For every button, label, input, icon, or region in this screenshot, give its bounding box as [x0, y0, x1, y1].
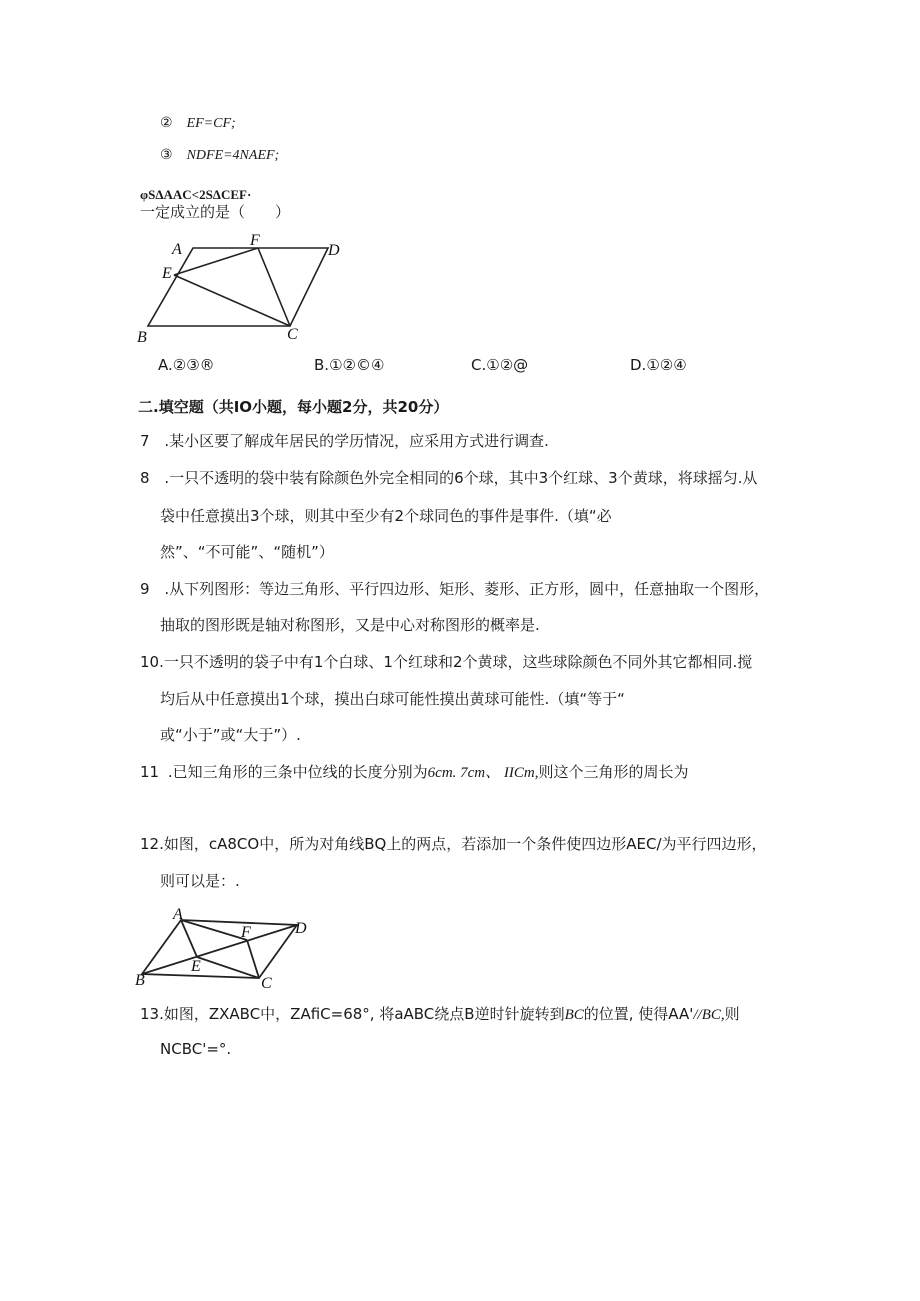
figure-2-label-a: A	[173, 906, 183, 923]
section-heading: 二.填空题（共IO小题，每小题2分，共20分）	[138, 398, 449, 416]
question-7-text: .某小区要了解成年居民的学历情况，应采用方式进行调查.	[164, 432, 549, 450]
question-8-line-1: .一只不透明的袋中装有除颜色外完全相同的6个球，其中3个红球、3个黄球，将球摇匀.从	[164, 469, 758, 487]
question-10-number: 10	[140, 653, 160, 671]
figure-2-label-e: E	[191, 958, 201, 975]
statement-2-text: EF=CF;	[186, 116, 236, 131]
question-11-pre: .已知三角形的三条中位线的长度分别为	[167, 763, 428, 781]
question-8	[140, 467, 758, 488]
question-11	[140, 761, 688, 782]
statement-2	[160, 115, 236, 132]
question-13	[140, 1003, 740, 1024]
question-10-line-1: .一只不透明的袋子中有1个白球、1个红球和2个黄球，这些球除颜色不同外其它都相同.搅	[159, 653, 753, 671]
question-11-number: 11	[140, 763, 160, 781]
question-13-mid: 的位置, 使得AA'	[583, 1005, 694, 1023]
figure-2-label-b: B	[135, 972, 145, 989]
figure-1-label-c: C	[287, 326, 298, 343]
figure-1-label-d: D	[328, 242, 340, 259]
option-c[interactable]	[471, 356, 528, 374]
statement-4: φSΔAAC<2SΔCEF·	[140, 187, 252, 202]
figure-1-outline	[148, 248, 328, 326]
option-a[interactable]	[158, 356, 215, 374]
figure-2-segment-ae	[181, 920, 197, 957]
option-b[interactable]	[314, 356, 384, 374]
figure-1-label-e: E	[162, 265, 172, 282]
option-a-letter: A.	[158, 356, 173, 374]
figure-2-label-d: D	[295, 920, 307, 937]
figure-2-segment-ec	[197, 957, 259, 978]
figure-1-label-b: B	[137, 329, 147, 346]
option-c-letter: C.	[471, 356, 487, 374]
question-8-number: 8	[140, 469, 150, 487]
statement-3-number: ③	[160, 147, 173, 163]
option-b-value: ①②©④	[329, 356, 385, 374]
question-9-line-1: .从下列图形：等边三角形、平行四边形、矩形、菱形、正方形，圆中，任意抽取一个图形，	[164, 580, 770, 598]
figure-1-parallelogram	[130, 228, 360, 348]
option-c-value: ①②@	[486, 356, 529, 374]
question-10	[140, 651, 752, 672]
question-10-line-2: 均后从中任意摸出1个球，摸出白球可能性摸出黄球可能性.（填“等于“	[160, 690, 625, 708]
figure-2-segment-fc	[247, 940, 259, 978]
question-12	[140, 833, 767, 854]
figure-2-label-f: F	[241, 924, 251, 941]
figure-1-segment-ef	[174, 248, 258, 275]
statement-3	[160, 147, 279, 164]
option-d[interactable]	[630, 356, 687, 374]
statement-3-text: NDFE=4NAEF;	[186, 148, 280, 163]
figure-1-label-a: A	[172, 241, 182, 258]
option-d-letter: D.	[630, 356, 647, 374]
question-13-math-1: BC	[564, 1007, 584, 1023]
option-a-value: ②③®	[172, 356, 215, 374]
question-7-number: 7	[140, 432, 150, 450]
question-12-line-2: 则可以是：.	[160, 872, 240, 890]
question-13-pre: .如图，ZXABC中，ZAfiC=68°, 将aABC绕点B逆时针旋转到	[159, 1005, 565, 1023]
question-8-line-3: 然”、“不可能”、“随机”）	[160, 543, 334, 561]
option-d-value: ①②④	[646, 356, 687, 374]
figure-2-parallelogram	[135, 905, 315, 993]
question-12-line-1: .如图，cA8CO中，所为对角线BQ上的两点，若添加一个条件使四边形AEC/为平行四边形，	[159, 835, 767, 853]
question-9-number: 9	[140, 580, 150, 598]
question-7	[140, 430, 549, 451]
question-stem: 一定成立的是（ ）	[140, 203, 291, 221]
question-13-number: 13	[140, 1005, 160, 1023]
question-13-line-2: NCBC'=°.	[160, 1040, 232, 1058]
question-12-number: 12	[140, 835, 160, 853]
question-10-line-3: 或“小于”或“大于”）.	[160, 726, 301, 744]
question-13-math-2: //BC,	[693, 1007, 725, 1023]
question-13-post: 则	[724, 1005, 740, 1023]
option-b-letter: B.	[314, 356, 330, 374]
statement-2-number: ②	[160, 115, 173, 131]
figure-2-label-c: C	[261, 975, 272, 992]
question-8-line-2: 袋中任意摸出3个球，则其中至少有2个球同色的事件是事件.（填“必	[160, 507, 612, 525]
question-9-line-2: 抽取的图形既是轴对称图形，又是中心对称图形的概率是.	[160, 616, 540, 634]
question-9	[140, 578, 769, 599]
question-11-post: 则这个三角形的周长为	[538, 763, 689, 781]
figure-1-label-f: F	[250, 232, 260, 249]
question-11-math: 6cm. 7cm、 IICm,	[427, 765, 539, 781]
